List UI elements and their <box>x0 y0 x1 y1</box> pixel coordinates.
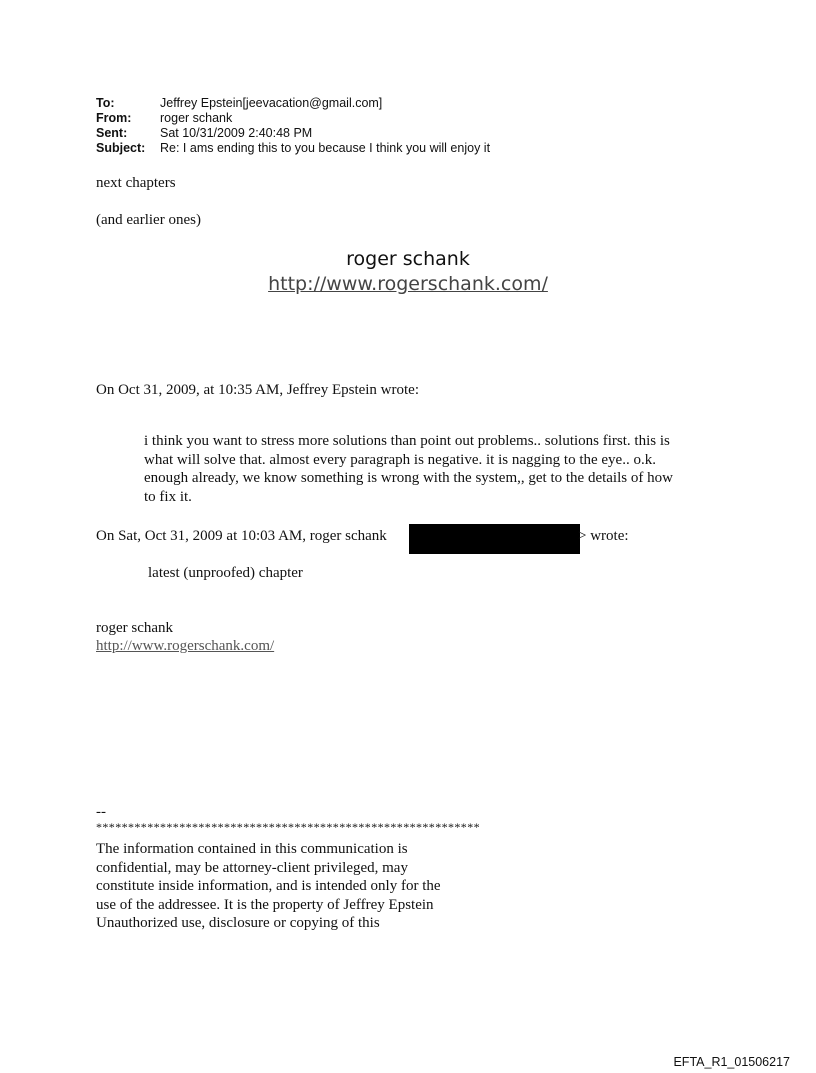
disclaimer-stars: ************************************************************ <box>96 820 480 834</box>
quote2-intro-tail: > wrote: <box>578 528 629 544</box>
sent-label: Sent: <box>96 126 128 140</box>
subject-value: Re: I ams ending this to you because I think you will enjoy it <box>160 141 491 155</box>
signature-name-small: roger schank <box>96 620 174 636</box>
from-row <box>96 111 490 126</box>
body-line-next-chapters: next chapters <box>96 175 176 191</box>
subject-row <box>96 141 490 156</box>
signature-name-large: roger schank <box>346 248 470 270</box>
from-label: From: <box>96 111 132 125</box>
quote1-text: i think you want to stress more solutions than point out problems.. solutions first. this is what will solve that. almost every paragraph is negative. it is nagging to the eye.. o.k. enough already, we know something is wrong with the system,, get to the details of how to fix it. <box>144 433 673 505</box>
signature-link-small[interactable]: http://www.rogerschank.com/ <box>96 638 275 654</box>
redaction-box <box>409 524 580 554</box>
disclaimer-text: The information contained in this communication is confidential, may be attorney-client privileged, may constitute inside information, and is intended only for the use of the addressee. It is the property of Jeffrey Epstein Unauthorized use, disclosure or copying of this <box>96 841 441 931</box>
document-id: EFTA_R1_01506217 <box>673 1055 790 1069</box>
quote1-intro: On Oct 31, 2009, at 10:35 AM, Jeffrey Epstein wrote: <box>96 382 420 398</box>
subject-label: Subject: <box>96 141 146 155</box>
disclaimer-dashes: -- <box>96 804 106 820</box>
to-label: To: <box>96 96 115 110</box>
email-header <box>96 96 490 156</box>
to-value: Jeffrey Epstein[jeevacation@gmail.com] <box>160 96 383 110</box>
to-row <box>96 96 490 111</box>
quote2-text: latest (unproofed) chapter <box>148 565 303 581</box>
sent-value: Sat 10/31/2009 2:40:48 PM <box>160 126 313 140</box>
signature-link-large[interactable]: http://www.rogerschank.com/ <box>268 273 548 295</box>
body-line-earlier-ones: (and earlier ones) <box>96 212 201 228</box>
quote2-intro: On Sat, Oct 31, 2009 at 10:03 AM, roger schank <box>96 528 387 544</box>
sent-row <box>96 126 490 141</box>
from-value: roger schank <box>160 111 233 125</box>
